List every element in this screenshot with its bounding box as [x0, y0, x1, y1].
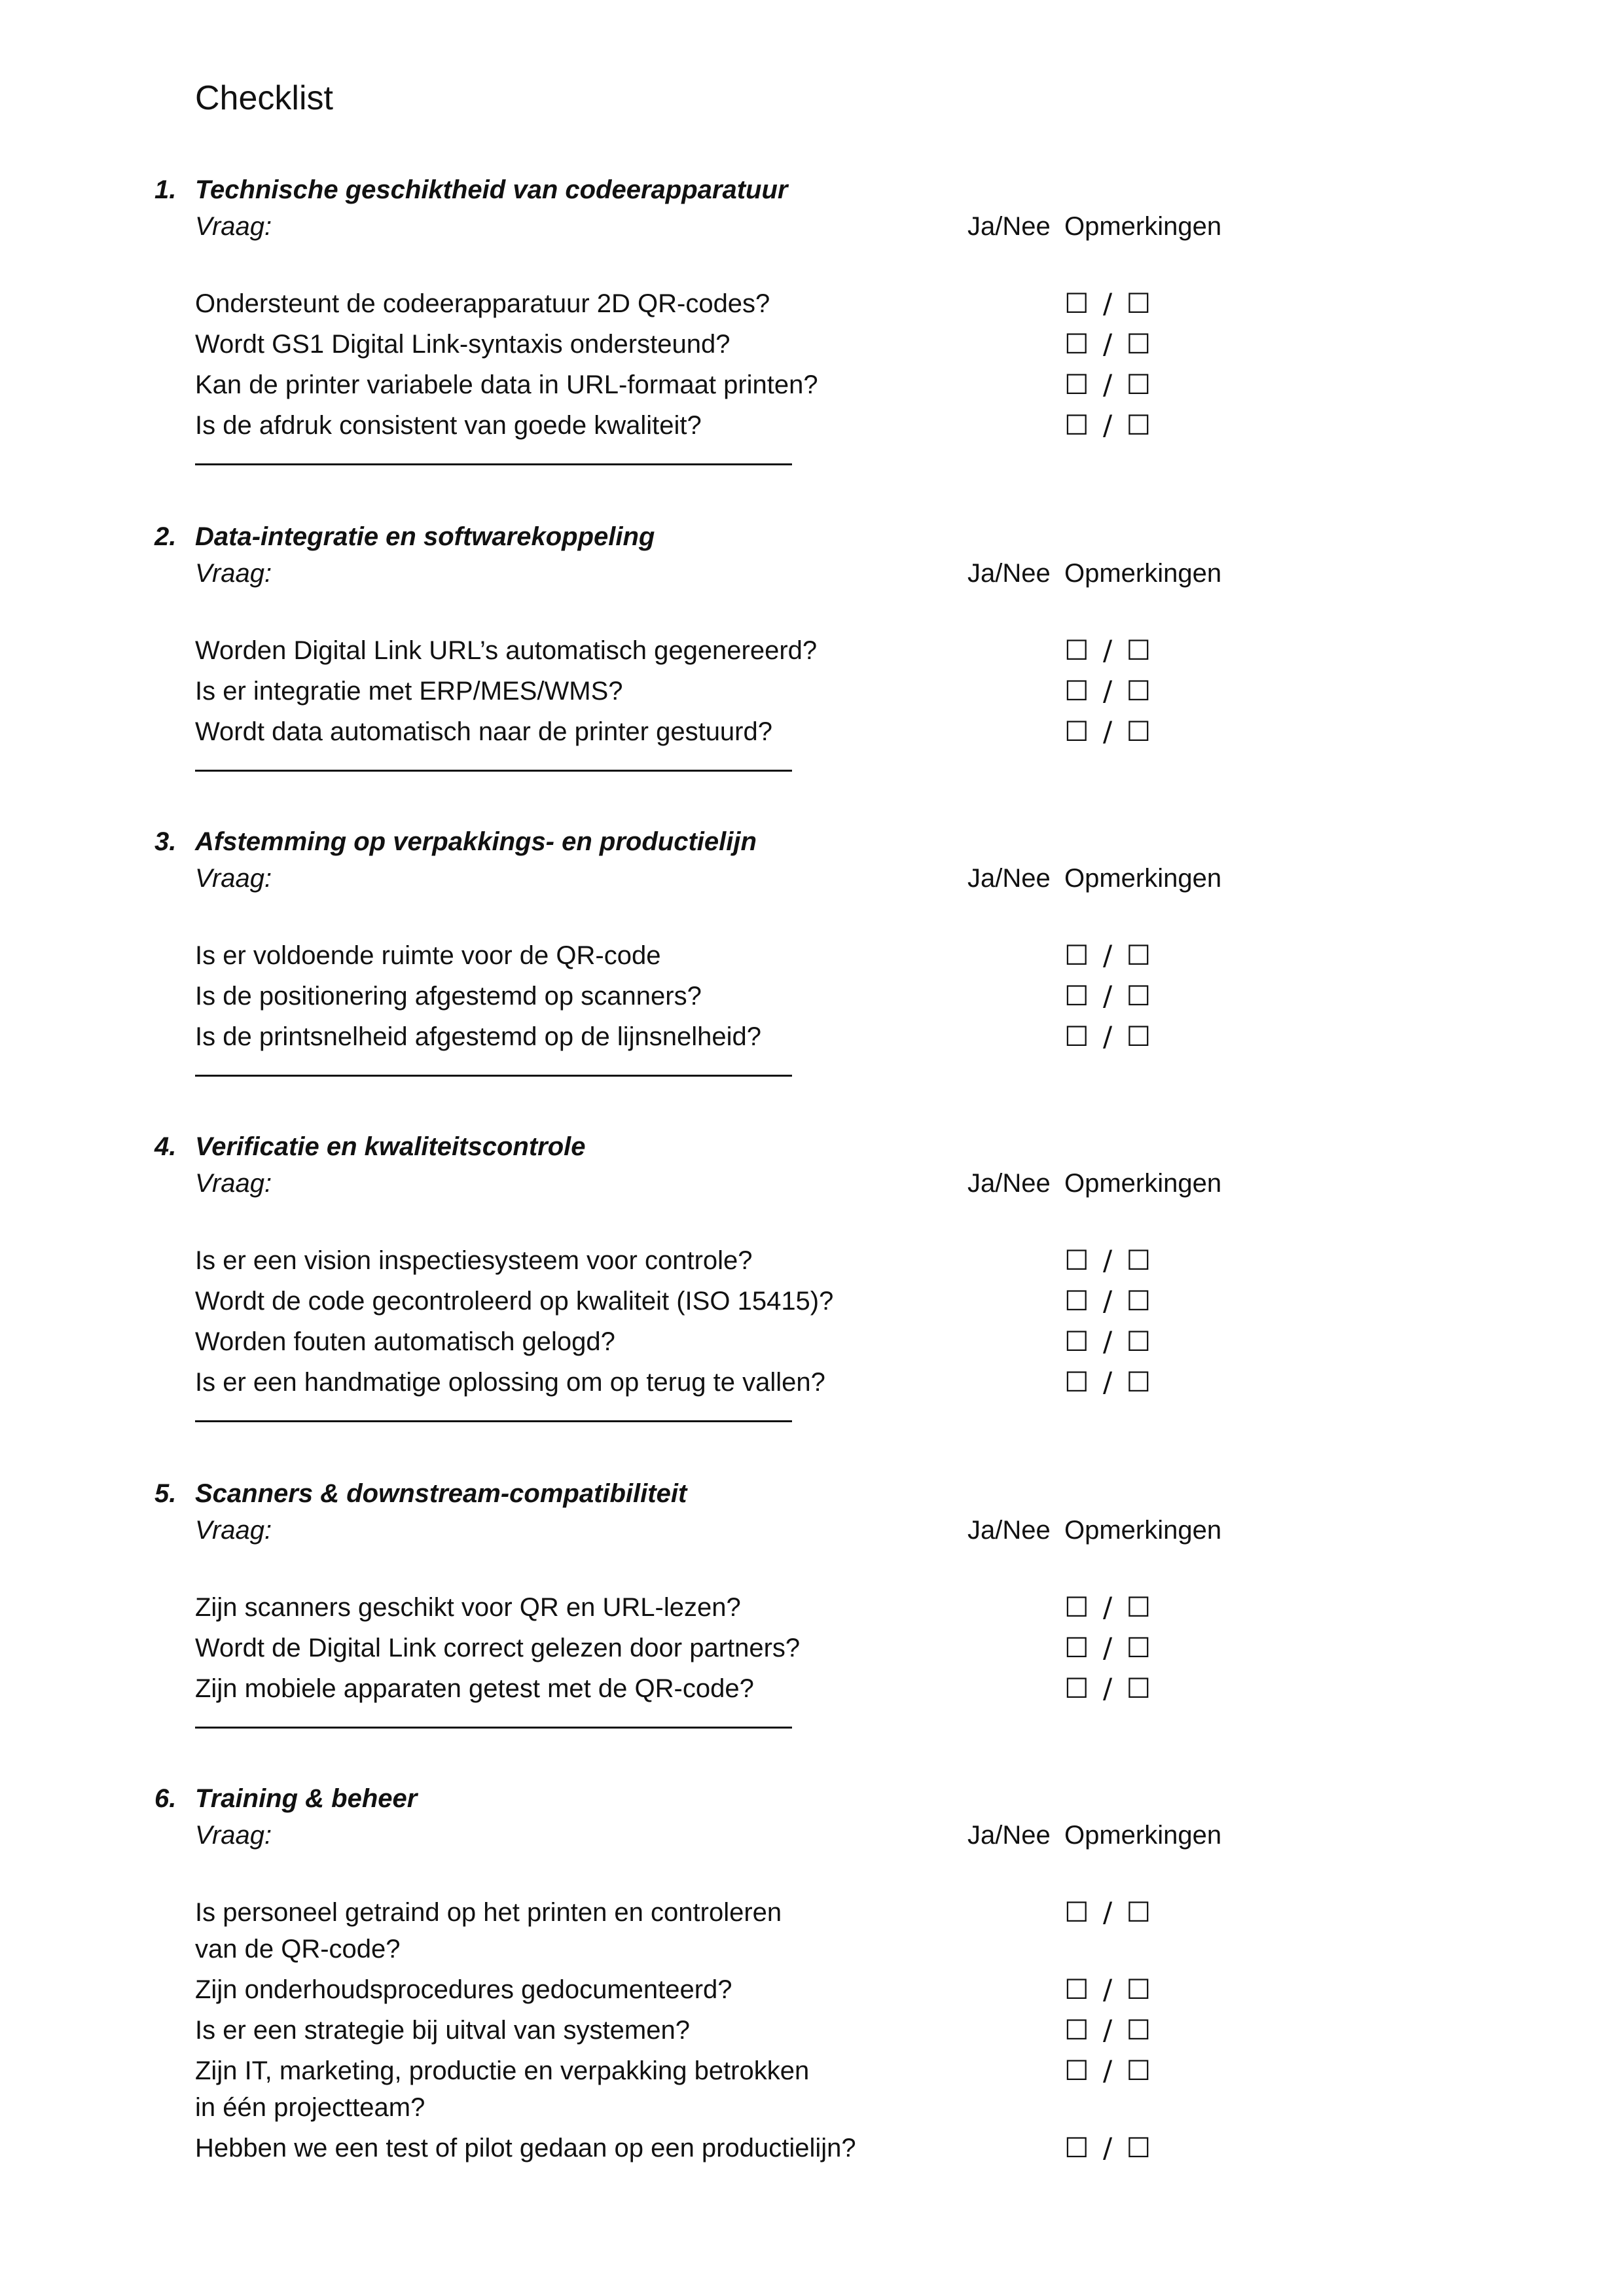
question-text-line: Zijn onderhoudsprocedures gedocumenteerd?: [195, 1975, 732, 2004]
question-text-line: in één projectteam?: [195, 2093, 425, 2122]
answer-column-label: Ja/Nee: [967, 1821, 1051, 1850]
question-text: [195, 367, 818, 403]
yes-no-checkbox[interactable]: ☐ / ☐: [1064, 328, 1154, 360]
question-text: [195, 326, 730, 363]
question-text-line: Is er integratie met ERP/MES/WMS?: [195, 677, 623, 706]
question-text-line: Zijn scanners geschikt voor QR en URL-lezen?: [195, 1593, 741, 1622]
question-text: [195, 1242, 753, 1279]
yes-no-checkbox[interactable]: ☐ / ☐: [1064, 1285, 1154, 1317]
section-divider: [195, 463, 792, 465]
question-row: [0, 1364, 1624, 1401]
section-title: Scanners & downstream-compatibiliteit: [195, 1479, 687, 1508]
question-text-line: Is de afdruk consistent van goede kwaliteit?: [195, 411, 702, 440]
yes-no-checkbox[interactable]: ☐ / ☐: [1064, 980, 1154, 1012]
page-title: Checklist: [195, 79, 333, 117]
question-text-line: Kan de printer variabele data in URL-formaat printen?: [195, 370, 818, 399]
question-text: [195, 1364, 825, 1401]
yes-no-checkbox[interactable]: ☐ / ☐: [1064, 675, 1154, 707]
question-row: [0, 1971, 1624, 2008]
remarks-column-label: Opmerkingen: [1064, 864, 1222, 893]
question-text-line: van de QR-code?: [195, 1935, 401, 1964]
section-title: Technische geschiktheid van codeerapparatuur: [195, 175, 788, 204]
remarks-column-label: Opmerkingen: [1064, 212, 1222, 241]
question-text: [195, 1323, 615, 1360]
question-row: [0, 407, 1624, 444]
question-text-line: Is de printsnelheid afgestemd op de lijnsnelheid?: [195, 1022, 762, 1051]
question-text-line: Wordt data automatisch naar de printer gestuurd?: [195, 717, 772, 746]
question-text: [195, 1018, 761, 1055]
question-text-line: Is de positionering afgestemd op scanners?: [195, 982, 702, 1011]
question-text-line: Hebben we een test of pilot gedaan op een productielijn?: [195, 2134, 856, 2162]
answer-column-label: Ja/Nee: [967, 559, 1051, 588]
question-column-label: Vraag:: [195, 1169, 272, 1198]
yes-no-checkbox[interactable]: ☐ / ☐: [1064, 2054, 1154, 2087]
question-text: [195, 285, 770, 322]
question-text: [195, 713, 772, 750]
section-number: 1.: [154, 175, 177, 204]
yes-no-checkbox[interactable]: ☐ / ☐: [1064, 368, 1154, 401]
question-text: [195, 2130, 856, 2166]
section-number: 2.: [154, 522, 177, 551]
question-text: [195, 1971, 732, 2008]
question-text-line: Zijn mobiele apparaten getest met de QR-code?: [195, 1674, 754, 1703]
question-row: [0, 937, 1624, 974]
answer-column-label: Ja/Nee: [967, 864, 1051, 893]
question-row: [0, 2130, 1624, 2166]
question-text: [195, 1283, 833, 1319]
section-divider: [195, 770, 792, 772]
question-text-line: Is er voldoende ruimte voor de QR-code: [195, 941, 661, 970]
yes-no-checkbox[interactable]: ☐ / ☐: [1064, 1973, 1154, 2005]
question-column-label: Vraag:: [195, 864, 272, 893]
question-text-line: Ondersteunt de codeerapparatuur 2D QR-codes?: [195, 289, 770, 318]
question-row: [0, 326, 1624, 363]
section-number: 5.: [154, 1479, 177, 1508]
section-title: Afstemming op verpakkings- en productielijn: [195, 827, 757, 856]
question-text: [195, 2012, 690, 2049]
remarks-column-label: Opmerkingen: [1064, 1169, 1222, 1198]
question-row: [0, 1018, 1624, 1055]
answer-column-label: Ja/Nee: [967, 1516, 1051, 1545]
question-text-line: Wordt de Digital Link correct gelezen door partners?: [195, 1634, 801, 1662]
question-row: [0, 1589, 1624, 1626]
question-row: [0, 1670, 1624, 1707]
yes-no-checkbox[interactable]: ☐ / ☐: [1064, 715, 1154, 747]
question-row: [0, 1283, 1624, 1319]
question-text: [195, 1589, 741, 1626]
yes-no-checkbox[interactable]: ☐ / ☐: [1064, 2014, 1154, 2046]
answer-column-label: Ja/Nee: [967, 1169, 1051, 1198]
remarks-column-label: Opmerkingen: [1064, 1516, 1222, 1545]
question-text-line: Is er een handmatige oplossing om op terug te vallen?: [195, 1368, 825, 1397]
question-text: [195, 2053, 809, 2126]
section-title: Verificatie en kwaliteitscontrole: [195, 1132, 586, 1161]
question-column-label: Vraag:: [195, 212, 272, 241]
yes-no-checkbox[interactable]: ☐ / ☐: [1064, 1325, 1154, 1357]
question-row: [0, 2012, 1624, 2049]
question-row: [0, 673, 1624, 709]
question-text: [195, 1670, 754, 1707]
question-text: [195, 1630, 800, 1666]
question-text: [195, 978, 702, 1014]
section-divider: [195, 1727, 792, 1729]
question-text-line: Worden fouten automatisch gelogd?: [195, 1327, 615, 1356]
question-text-line: Zijn IT, marketing, productie en verpakking betrokken: [195, 2056, 810, 2085]
question-column-label: Vraag:: [195, 1516, 272, 1545]
yes-no-checkbox[interactable]: ☐ / ☐: [1064, 1672, 1154, 1704]
question-text-line: Is er een strategie bij uitval van systemen?: [195, 2016, 690, 2045]
question-row: [0, 285, 1624, 322]
question-row: [0, 978, 1624, 1014]
question-text: [195, 1894, 782, 1967]
question-row: [0, 367, 1624, 403]
section-divider: [195, 1420, 792, 1422]
question-column-label: Vraag:: [195, 1821, 272, 1850]
remarks-column-label: Opmerkingen: [1064, 559, 1222, 588]
question-column-label: Vraag:: [195, 559, 272, 588]
question-row: [0, 2053, 1624, 2126]
question-row: [0, 1323, 1624, 1360]
section-number: 6.: [154, 1784, 177, 1813]
yes-no-checkbox[interactable]: ☐ / ☐: [1064, 1591, 1154, 1623]
yes-no-checkbox[interactable]: ☐ / ☐: [1064, 1896, 1154, 1928]
yes-no-checkbox[interactable]: ☐ / ☐: [1064, 1366, 1154, 1398]
section-title: Training & beheer: [195, 1784, 418, 1813]
yes-no-checkbox[interactable]: ☐ / ☐: [1064, 1244, 1154, 1276]
question-text-line: Is er een vision inspectiesysteem voor controle?: [195, 1246, 753, 1275]
remarks-column-label: Opmerkingen: [1064, 1821, 1222, 1850]
yes-no-checkbox[interactable]: ☐ / ☐: [1064, 634, 1154, 666]
question-row: [0, 1630, 1624, 1666]
question-text-line: Wordt GS1 Digital Link-syntaxis ondersteund?: [195, 330, 731, 359]
section-title: Data-integratie en softwarekoppeling: [195, 522, 655, 551]
question-text-line: Is personeel getraind op het printen en controleren: [195, 1898, 782, 1927]
question-text: [195, 632, 817, 669]
yes-no-checkbox[interactable]: ☐ / ☐: [1064, 1020, 1154, 1052]
question-row: [0, 713, 1624, 750]
section-divider: [195, 1075, 792, 1077]
question-text: [195, 937, 660, 974]
question-text: [195, 673, 623, 709]
answer-column-label: Ja/Nee: [967, 212, 1051, 241]
question-row: [0, 1242, 1624, 1279]
question-text: [195, 407, 702, 444]
yes-no-checkbox[interactable]: ☐ / ☐: [1064, 1632, 1154, 1664]
question-row: [0, 632, 1624, 669]
question-text-line: Wordt de code gecontroleerd op kwaliteit (ISO 15415)?: [195, 1287, 834, 1316]
section-number: 4.: [154, 1132, 177, 1161]
yes-no-checkbox[interactable]: ☐ / ☐: [1064, 2132, 1154, 2164]
question-text-line: Worden Digital Link URL’s automatisch gegenereerd?: [195, 636, 818, 665]
question-row: [0, 1894, 1624, 1967]
yes-no-checkbox[interactable]: ☐ / ☐: [1064, 287, 1154, 319]
section-number: 3.: [154, 827, 177, 856]
yes-no-checkbox[interactable]: ☐ / ☐: [1064, 939, 1154, 971]
yes-no-checkbox[interactable]: ☐ / ☐: [1064, 409, 1154, 441]
